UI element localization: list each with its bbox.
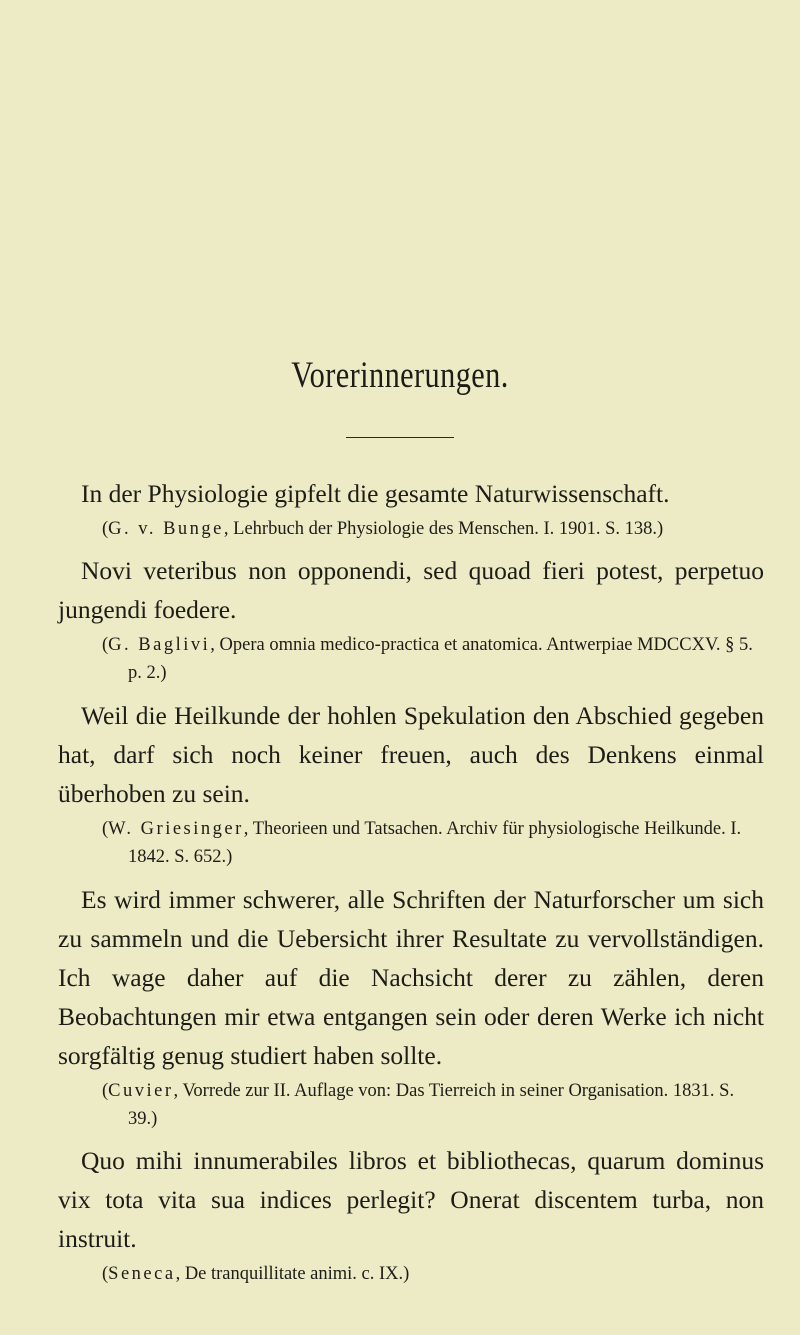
citation-open-paren: ( bbox=[102, 819, 109, 839]
heading-divider bbox=[346, 437, 454, 438]
epigraph-citation bbox=[0, 1077, 800, 1133]
epigraph-citation bbox=[0, 1260, 800, 1288]
epigraph-citation bbox=[0, 515, 800, 543]
citation-author: G. v. Bunge bbox=[108, 519, 224, 539]
citation-open-paren: ( bbox=[102, 1264, 109, 1284]
citation-author: G. Baglivi bbox=[108, 635, 211, 655]
citation-author: W. Griesinger bbox=[108, 819, 244, 839]
epigraph-text: Es wird immer schwerer, alle Schriften der Naturforscher um sich zu sammeln und die Uebersicht ihrer Resultate zu vervollständigen. Ich wage daher auf die Nachsicht derer zu zählen, deren Beobachtungen mir etwa entgangen sein oder deren Werke ich nicht sorgfältig genug studiert haben sollte. bbox=[58, 885, 764, 1070]
epigraph-text: In der Physiologie gipfelt die gesamte Naturwissenschaft. bbox=[81, 479, 670, 508]
epigraph-text: Quo mihi innumerabiles libros et bibliothecas, quarum dominus vix tota vita sua indices perlegit? Onerat discentem turba, non instruit. bbox=[58, 1146, 764, 1253]
epigraph-text: Novi veteribus non opponendi, sed quoad fieri potest, perpetuo jungendi foedere. bbox=[58, 556, 764, 624]
page-heading: Vorerinnerungen. bbox=[291, 355, 509, 396]
epigraph-citation bbox=[0, 815, 800, 871]
citation-open-paren: ( bbox=[102, 519, 109, 539]
epigraph bbox=[0, 474, 800, 543]
citation-source: , Opera omnia medico-practica et anatomica. Antwerpiae MDCCXV. § 5. p. 2.) bbox=[128, 635, 753, 683]
epigraph bbox=[0, 551, 800, 687]
epigraph-list bbox=[0, 474, 800, 1288]
epigraph bbox=[0, 880, 800, 1133]
citation-open-paren: ( bbox=[102, 635, 109, 655]
epigraph-citation bbox=[0, 631, 800, 687]
citation-source: , Theorieen und Tatsachen. Archiv für physiologische Heilkunde. I. 1842. S. 652.) bbox=[128, 819, 742, 867]
citation-source: , Lehrbuch der Physiologie des Menschen. I. 1901. S. 138.) bbox=[223, 519, 664, 539]
citation-open-paren: ( bbox=[102, 1081, 109, 1101]
epigraph bbox=[0, 696, 800, 871]
epigraph-text: Weil die Heilkunde der hohlen Spekulation den Abschied gegeben hat, darf sich noch keiner freuen, auch des Denkens einmal überhoben zu sein. bbox=[58, 701, 764, 808]
citation-author: Cuvier bbox=[108, 1081, 174, 1101]
citation-source: , De tranquillitate animi. c. IX.) bbox=[175, 1264, 410, 1284]
citation-source: , Vorrede zur II. Auflage von: Das Tierreich in seiner Organisation. 1831. S. 39.) bbox=[128, 1081, 735, 1129]
epigraph bbox=[0, 1141, 800, 1288]
citation-author: Seneca bbox=[108, 1264, 176, 1284]
